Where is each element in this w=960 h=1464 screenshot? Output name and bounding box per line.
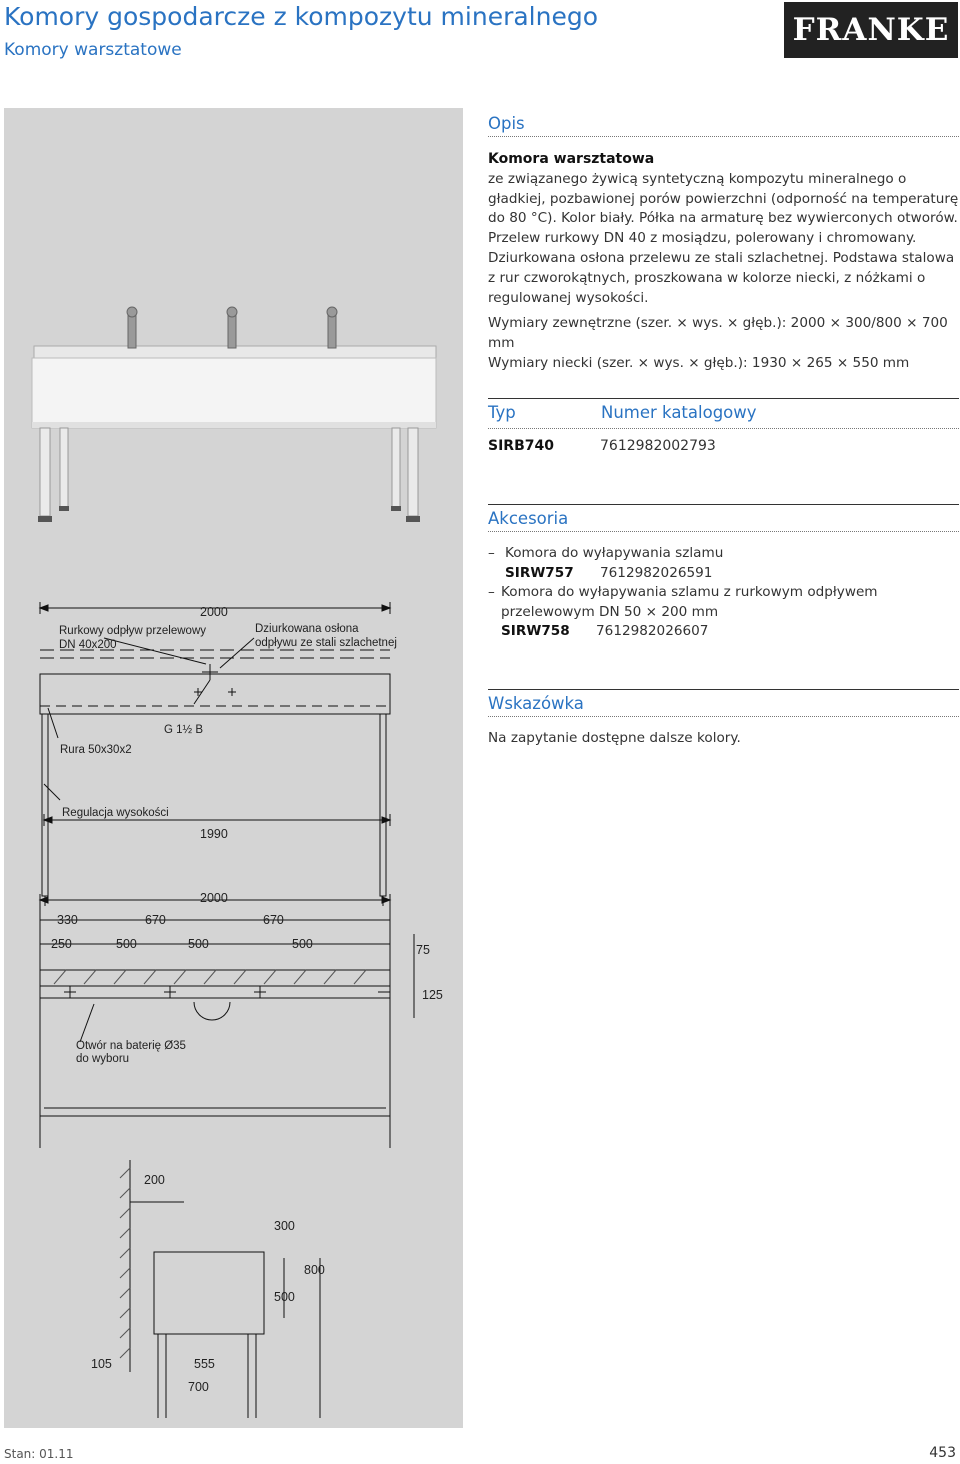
section-description-heading: Opis (488, 114, 959, 137)
dim-top-330: 330 (57, 913, 78, 927)
type-code: SIRB740 (488, 438, 554, 454)
dim-top-2000: 2000 (200, 891, 228, 905)
section-accessories-heading: Akcesoria (488, 504, 959, 532)
section-note-heading: Wskazówka (488, 689, 959, 717)
product-name: Komora warsztatowa (488, 151, 655, 167)
label-overflow-size: DN 40x200 (59, 639, 117, 651)
dim-side-700: 700 (188, 1380, 209, 1394)
list-item: – Komora do wyłapywania szlamu z rurkowym odpływem przelewowym DN 50 × 200 mm SIRW758 7612982026607 (488, 583, 959, 642)
top-view-drawing (4, 888, 463, 1148)
list-item: – Komora do wyłapywania szlamu SIRW757 7612982026591 (488, 544, 959, 583)
dim-side-800: 800 (304, 1263, 325, 1277)
label-cover: Dziurkowana osłona (255, 623, 359, 635)
accessories-list (488, 544, 959, 642)
figure-panel (4, 108, 463, 1428)
note-text: Na zapytanie dostępne dalsze kolory. (488, 730, 741, 746)
dim-top-670a: 670 (145, 913, 166, 927)
dim-side-555: 555 (194, 1357, 215, 1371)
accessory-catalog: 7612982026607 (596, 623, 709, 640)
dim-top-500a: 500 (116, 937, 137, 951)
label-overflow: Rurkowy odpływ przelewowy (59, 625, 206, 637)
dim-side-200: 200 (144, 1173, 165, 1187)
label-tube: Rura 50x30x2 (60, 744, 132, 756)
accessory-name: Komora do wyłapywania szlamu z rurkowym odpływem przelewowym DN 50 × 200 mm (501, 584, 878, 620)
label-tap-hole-choice: do wyboru (76, 1053, 130, 1065)
footer-status: Stan: 01.11 (4, 1447, 74, 1461)
col-catalog: Numer katalogowy (601, 403, 757, 422)
dim-top-75: 75 (416, 943, 430, 957)
accessory-name: Komora do wyłapywania szlamu (505, 545, 724, 561)
page-subtitle: Komory warsztatowe (4, 40, 182, 60)
outer-dimensions: Wymiary zewnętrzne (szer. × wys. × głęb.): 2000 × 300/800 × 700 mm (488, 315, 948, 351)
label-thread: G 1½ B (164, 724, 203, 736)
catalog-number: 7612982002793 (600, 438, 716, 454)
accessory-code: SIRW758 (501, 623, 570, 640)
type-table-header (488, 398, 959, 429)
dim-top-500b: 500 (188, 937, 209, 951)
dim-top-670b: 670 (263, 913, 284, 927)
dim-top-250: 250 (51, 937, 72, 951)
product-photo (30, 208, 440, 538)
label-height-adjust: Regulacja wysokości (62, 807, 169, 819)
label-cover-material: odpływu ze stali szlachetnej (255, 637, 397, 649)
accessory-code: SIRW757 (505, 564, 574, 581)
dim-side-500: 500 (274, 1290, 295, 1304)
franke-logo: FRANKE (784, 2, 958, 58)
basin-dimensions: Wymiary niecki (szer. × wys. × głęb.): 1930 × 265 × 550 mm (488, 354, 910, 371)
dim-front-2000: 2000 (200, 605, 228, 619)
dim-side-105: 105 (91, 1357, 112, 1371)
description-block (488, 150, 959, 373)
dim-front-1990: 1990 (200, 827, 228, 841)
dim-side-300: 300 (274, 1219, 295, 1233)
description-text: ze związanego żywicą syntetyczną kompozytu mineralnego o gładkiej, pozbawionej porów powierzchni (odporność na temperaturę do 80 °C). Kolor biały. Półka na armaturę bez wywierconych otworów. Przelew rurkowy DN 40 z mosiądzu, polerowany i chromowany. Dziurkowana osłona przelewu ze stali szlachetnej. Podstawa stalowa z rur czworokątnych, proszkowana w kolorze niecki, z nóżkami o regulowanej wysokości. (488, 170, 959, 306)
side-view-drawing (4, 1158, 463, 1418)
page-number: 453 (929, 1445, 956, 1461)
accessory-catalog: 7612982026591 (600, 564, 713, 581)
col-type: Typ (488, 403, 516, 422)
label-tap-hole: Otwór na baterię Ø35 (76, 1040, 186, 1052)
page-title: Komory gospodarcze z kompozytu mineralnego (4, 2, 599, 31)
dim-top-125: 125 (422, 988, 443, 1002)
dim-top-500c: 500 (292, 937, 313, 951)
